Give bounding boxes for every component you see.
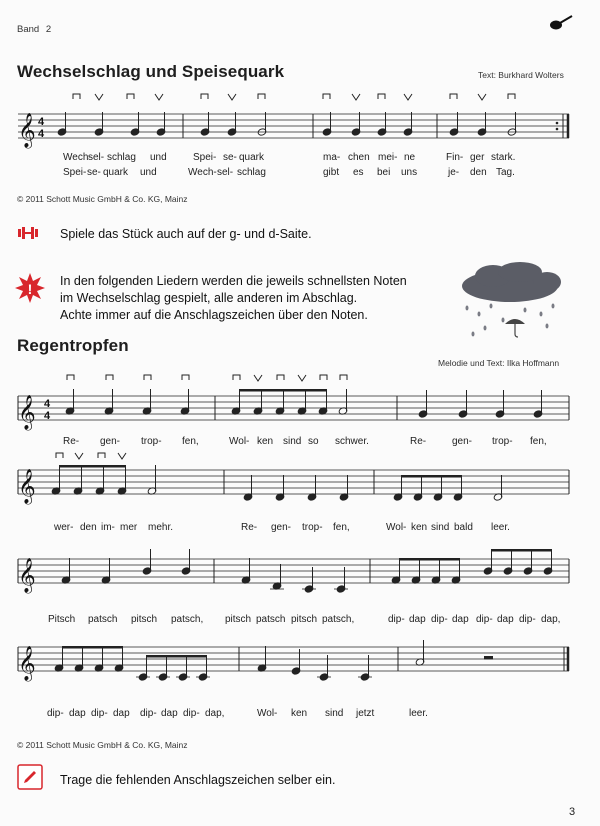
svg-text:𝄞: 𝄞	[18, 113, 36, 148]
practice-dumbbell-icon	[17, 226, 39, 240]
lyric: ne	[404, 152, 416, 163]
lyric: Wol-	[257, 708, 278, 719]
lyric: jetzt	[356, 708, 375, 719]
guitar-pick-icon	[548, 14, 574, 32]
tip-text	[60, 273, 407, 324]
lyric: mei-	[378, 152, 398, 163]
lyric: dap	[497, 614, 514, 625]
lyric: gen-	[271, 522, 292, 533]
lyric: quark	[103, 167, 129, 178]
lyric: Re-	[241, 522, 258, 533]
svg-text:𝄞: 𝄞	[18, 469, 36, 504]
lyric: dip-	[91, 708, 108, 719]
lyric: pitsch	[225, 614, 252, 625]
lyric: pitsch	[291, 614, 318, 625]
lyric: und	[140, 167, 157, 178]
lyric: dip-	[476, 614, 493, 625]
lyric: se-	[223, 152, 237, 163]
lyric: Wol-	[229, 436, 250, 447]
lyric: dap	[452, 614, 469, 625]
lyric: sind	[283, 436, 302, 447]
lyric: ken	[291, 708, 308, 719]
lyric: ma-	[323, 152, 341, 163]
lyric: Spei-	[193, 152, 217, 163]
lyric: patsch,	[171, 614, 204, 625]
lyric: schlag	[237, 167, 266, 178]
lyric: dap	[161, 708, 178, 719]
song2-staff-row4	[0, 630, 600, 690]
svg-text:4: 4	[44, 398, 51, 410]
lyric: wer-	[54, 522, 74, 533]
rain-cloud-illustration	[455, 262, 565, 342]
lyric: mer	[120, 522, 138, 533]
instruction-2: Trage die fehlenden Anschlagszeichen selber ein.	[60, 773, 336, 787]
lyric: dap,	[541, 614, 561, 625]
lyric: patsch,	[322, 614, 355, 625]
lyric: Wech-	[63, 152, 92, 163]
lyric: dip-	[47, 708, 64, 719]
lyric: dap	[69, 708, 86, 719]
lyric: Fin-	[446, 152, 464, 163]
tip-line-2: im Wechselschlag gespielt, alle anderen im Abschlag.	[60, 291, 358, 305]
lyric: Re-	[410, 436, 427, 447]
copyright-1: © 2011 Schott Music GmbH & Co. KG, Mainz	[17, 194, 188, 204]
song2-staff-row2	[0, 450, 600, 510]
lyric: Tag.	[496, 167, 515, 178]
lyric: mehr.	[148, 522, 174, 533]
band-number: 2	[45, 24, 52, 35]
lyric: gen-	[100, 436, 121, 447]
lyric: dap,	[205, 708, 225, 719]
lyric: sind	[431, 522, 450, 533]
lyric: Pitsch	[48, 614, 76, 625]
lyric: fen,	[182, 436, 199, 447]
lyric: uns	[401, 167, 418, 178]
svg-text:4: 4	[38, 116, 45, 128]
lyric: sel-	[88, 152, 105, 163]
lyric: schlag	[107, 152, 136, 163]
lyric: trop-	[141, 436, 162, 447]
svg-text:4: 4	[38, 128, 45, 140]
lyric: patsch	[88, 614, 118, 625]
lyric: patsch	[256, 614, 286, 625]
lyric: im-	[101, 522, 115, 533]
song1-staff	[0, 85, 600, 148]
lyric: dip-	[431, 614, 448, 625]
svg-text:!: !	[27, 281, 33, 297]
band-word: Band	[17, 24, 40, 35]
lyric: je-	[448, 167, 460, 178]
song2-credit: Melodie und Text: Ilka Hoffmann	[438, 358, 560, 368]
instruction-1: Spiele das Stück auch auf der g- und d-Saite.	[60, 227, 312, 241]
tip-line-3: Achte immer auf die Anschlagszeichen über den Noten.	[60, 308, 368, 322]
lyric: stark.	[491, 152, 516, 163]
lyric: dip-	[519, 614, 536, 625]
song1-credit: Text: Burkhard Wolters	[478, 70, 564, 80]
band-label	[17, 24, 51, 35]
lyric: Wol-	[386, 522, 407, 533]
lyric: so	[308, 436, 319, 447]
lyric: fen,	[333, 522, 350, 533]
lyric: gen-	[452, 436, 473, 447]
lyric: den	[470, 167, 487, 178]
lyric: ken	[257, 436, 274, 447]
lyric: leer.	[409, 708, 428, 719]
lyric: Re-	[63, 436, 80, 447]
lyric: fen,	[530, 436, 547, 447]
lyric: ken	[411, 522, 428, 533]
svg-text:𝄞: 𝄞	[18, 395, 36, 430]
attention-icon	[14, 272, 46, 304]
lyric: dip-	[183, 708, 200, 719]
svg-text:𝄞: 𝄞	[18, 646, 36, 681]
lyric: ger	[470, 152, 485, 163]
lyric: und	[150, 152, 167, 163]
lyric: trop-	[302, 522, 323, 533]
lyric: se-	[87, 167, 101, 178]
pencil-icon	[17, 764, 43, 790]
svg-text:𝄞: 𝄞	[18, 558, 36, 593]
song2-staff-row1	[0, 370, 600, 430]
lyric: pitsch	[131, 614, 158, 625]
lyric: dip-	[140, 708, 157, 719]
lyric: leer.	[491, 522, 510, 533]
song2-staff-row3	[0, 545, 600, 605]
lyric: schwer.	[335, 436, 369, 447]
copyright-2: © 2011 Schott Music GmbH & Co. KG, Mainz	[17, 740, 188, 750]
lyric: sind	[325, 708, 344, 719]
lyric: bald	[454, 522, 473, 533]
tip-line-1: In den folgenden Liedern werden die jeweils schnellsten Noten	[60, 274, 407, 288]
lyric: Wech-	[188, 167, 217, 178]
lyric: trop-	[492, 436, 513, 447]
lyric: dap	[409, 614, 426, 625]
svg-text:4: 4	[44, 410, 51, 422]
song1-title: Wechselschlag und Speisequark	[17, 62, 285, 81]
lyric: gibt	[323, 167, 340, 178]
lyric: quark	[239, 152, 265, 163]
page-number: 3	[569, 806, 576, 818]
lyric: dap	[113, 708, 130, 719]
lyric: den	[80, 522, 97, 533]
lyric: Spei-	[63, 167, 87, 178]
lyric: chen	[348, 152, 370, 163]
lyric: dip-	[388, 614, 405, 625]
lyric: sel-	[217, 167, 234, 178]
lyric: bei	[377, 167, 391, 178]
song2-title: Regentropfen	[17, 336, 129, 355]
lyric: es	[353, 167, 364, 178]
